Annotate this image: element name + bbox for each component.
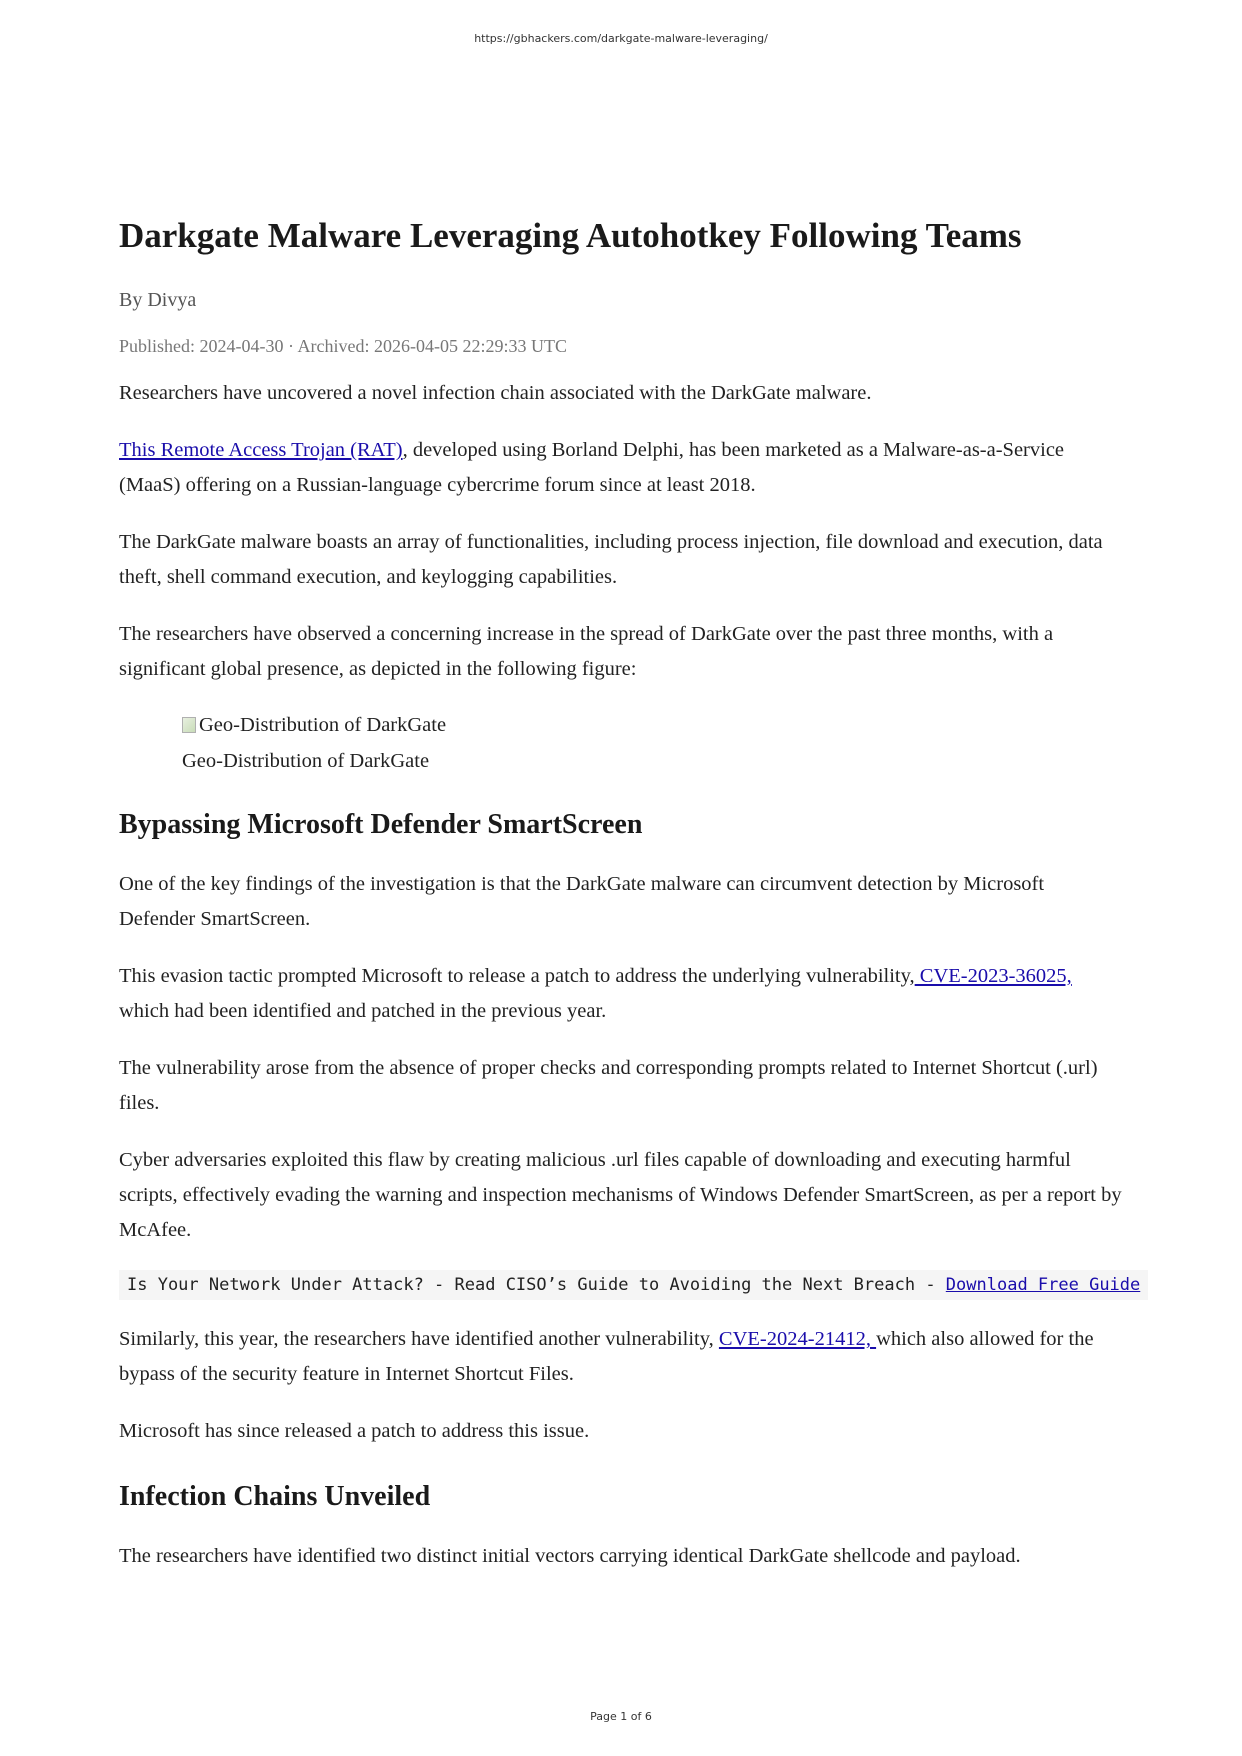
paragraph-rat-text: , developed using Borland Delphi, has been marketed as a Malware-as-a-Service (MaaS) offering on a Russian-language cybercrime forum since at least 2018.	[119, 439, 1065, 496]
paragraph-cve-2023-pre: This evasion tactic prompted Microsoft to release a patch to address the underlying vulnerability,	[119, 965, 915, 987]
paragraph-patch: Microsoft has since released a patch to address this issue.	[119, 1420, 590, 1442]
heading-infection-chains: Infection Chains Unveiled	[119, 1481, 431, 1512]
publish-meta: Published: 2024-04-30 · Archived: 2026-04-05 22:29:33 UTC	[119, 336, 567, 356]
paragraph-cve-2024-pre: Similarly, this year, the researchers have identified another vulnerability,	[119, 1328, 719, 1350]
cve-2024-21412-link[interactable]: CVE-2024-21412,	[718, 1328, 877, 1350]
image-alt-text: Geo-Distribution of DarkGate	[199, 714, 447, 736]
broken-image	[182, 707, 1123, 743]
author-byline: By Divya	[119, 289, 197, 311]
paragraph-vulnerability: The vulnerability arose from the absence of proper checks and corresponding prompts related to Internet Shortcut (.url) files.	[119, 1057, 1098, 1114]
paragraph-key-findings: One of the key findings of the investigation is that the DarkGate malware can circumvent detection by Microsoft Defender SmartScreen.	[119, 873, 1045, 930]
article-title: Darkgate Malware Leveraging Autohotkey Following Teams	[119, 216, 1022, 255]
paragraph-cve-2023-post: which had been identified and patched in the previous year.	[119, 1000, 607, 1022]
figure-caption: Geo-Distribution of DarkGate	[182, 750, 430, 772]
paragraph-rat	[119, 433, 1123, 503]
paragraph-intro: Researchers have uncovered a novel infection chain associated with the DarkGate malware.	[119, 382, 872, 404]
rat-link[interactable]: This Remote Access Trojan (RAT)	[119, 439, 403, 461]
broken-image-icon	[182, 717, 196, 733]
heading-smartscreen: Bypassing Microsoft Defender SmartScreen	[119, 809, 643, 840]
promo-banner	[119, 1270, 1148, 1300]
download-guide-link[interactable]: Download Free Guide	[945, 1275, 1141, 1295]
paragraph-cve-2024-post: which also allowed for the bypass of the security feature in Internet Shortcut Files.	[119, 1328, 1094, 1385]
paragraph-spread: The researchers have observed a concerning increase in the spread of DarkGate over the past three months, with a significant global presence, as depicted in the following figure:	[119, 623, 1054, 680]
page-number: Page 1 of 6	[590, 1710, 652, 1723]
paragraph-vectors: The researchers have identified two distinct initial vectors carrying identical DarkGate shellcode and payload.	[119, 1545, 1021, 1567]
cve-2023-36025-link[interactable]: CVE-2023-36025,	[914, 965, 1072, 987]
paragraph-cve-2024	[119, 1322, 1123, 1392]
figure-geo-distribution	[182, 707, 1123, 779]
promo-text: Is Your Network Under Attack? - Read CISO’s Guide to Avoiding the Next Breach -	[127, 1275, 946, 1295]
paragraph-adversaries: Cyber adversaries exploited this flaw by creating malicious .url files capable of downloading and executing harmful scripts, effectively evading the warning and inspection mechanisms of Windows Defender SmartScreen, as per a report by McAfee.	[119, 1149, 1122, 1241]
page-url: https://gbhackers.com/darkgate-malware-leveraging/	[474, 32, 768, 45]
paragraph-functionality: The DarkGate malware boasts an array of functionalities, including process injection, file download and execution, data theft, shell command execution, and keylogging capabilities.	[119, 531, 1103, 588]
paragraph-cve-2023	[119, 959, 1123, 1029]
article	[119, 212, 1141, 1574]
